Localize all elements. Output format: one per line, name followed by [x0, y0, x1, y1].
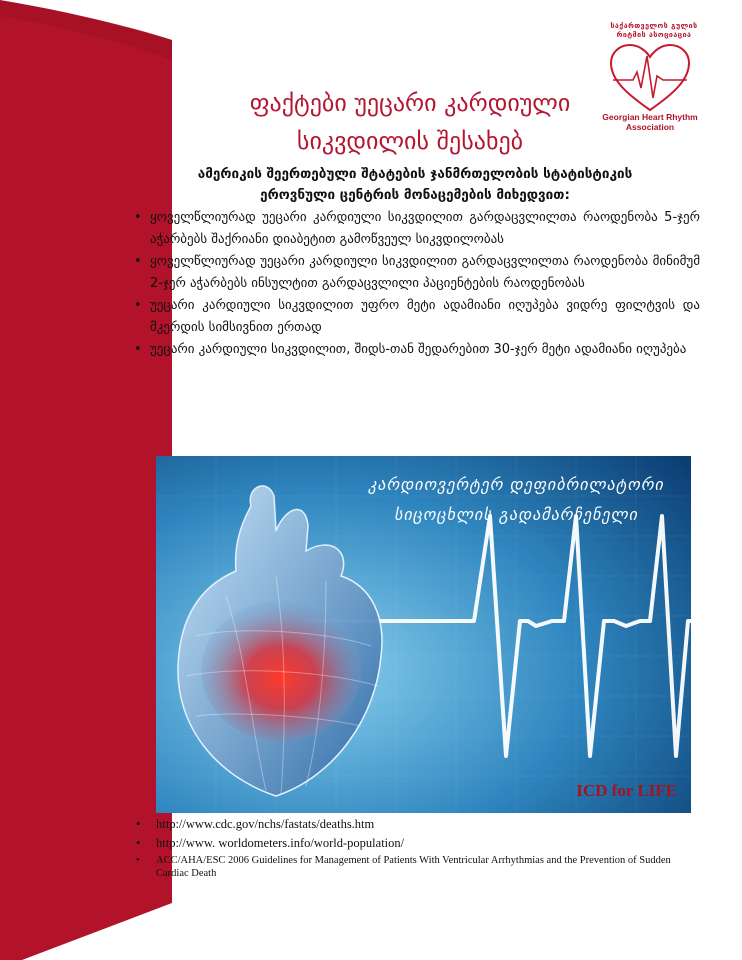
hero-caption-line-2: სიცოცხლის გადამარჩენელი [394, 505, 638, 524]
fact-item: • უეცარი კარდიული სიკვდილით უფრო მეტი ადამიანი იღუპება ვიდრე ფილტვის და მკერდის სიმსივნით ერთად [134, 295, 700, 339]
references-list [134, 817, 704, 883]
page-title [190, 84, 630, 160]
reference-link[interactable]: • http://www. worldometers.info/world-population/ [134, 836, 704, 852]
reference-citation: • ACC/AHA/ESC 2006 Guidelines for Management of Patients With Ventricular Arrhythmias and the Prevention of Sudden Cardiac Death [134, 854, 704, 880]
fact-item: • ყოველწლიურად უეცარი კარდიული სიკვდილით გარდაცვლილთა რაოდენობა მინიმუმ 2-ჯერ აჭარბებს ინსულტით გარდაცვლილი პაციენტების რაოდენობას [134, 251, 700, 295]
logo-english-name: Georgian Heart Rhythm Association [602, 112, 698, 132]
fact-item: • ყოველწლიურად უეცარი კარდიული სიკვდილით გარდაცვლილთა რაოდენობა 5-ჯერ აჭარბებს შაქრიანი დიაბეტით გამოწვეულ სიკვდილობას [134, 207, 700, 251]
hero-caption-line-1: კარდიოვერტერ დეფიბრილატორი [368, 475, 664, 494]
icd-for-life-tag: ICD for LIFE [576, 781, 677, 800]
title-line-2: სიკვდილის შესახებ [296, 127, 524, 155]
hero-caption [356, 470, 676, 530]
subtitle-line-1: ამერიკის შეერთებული შტატების ჯანმრთელობის სტატისტიკის [197, 166, 633, 182]
logo-georgian-text: საქართველოს გულის რიტმის ასოციაცია [610, 22, 698, 39]
heart-ecg-image [156, 456, 691, 813]
subtitle-line-2: ეროვნული ცენტრის მონაცემების მიხედვით: [260, 187, 570, 203]
facts-list [134, 207, 700, 361]
fact-item: • უეცარი კარდიული სიკვდილით, შიდს-თან შედარებით 30-ჯერ მეტი ადამიანი იღუპება [134, 339, 700, 361]
reference-link[interactable]: • http://www.cdc.gov/nchs/fastats/deaths.htm [134, 817, 704, 833]
source-subtitle [150, 164, 680, 206]
title-line-1: ფაქტები უეცარი კარდიული [249, 89, 571, 117]
